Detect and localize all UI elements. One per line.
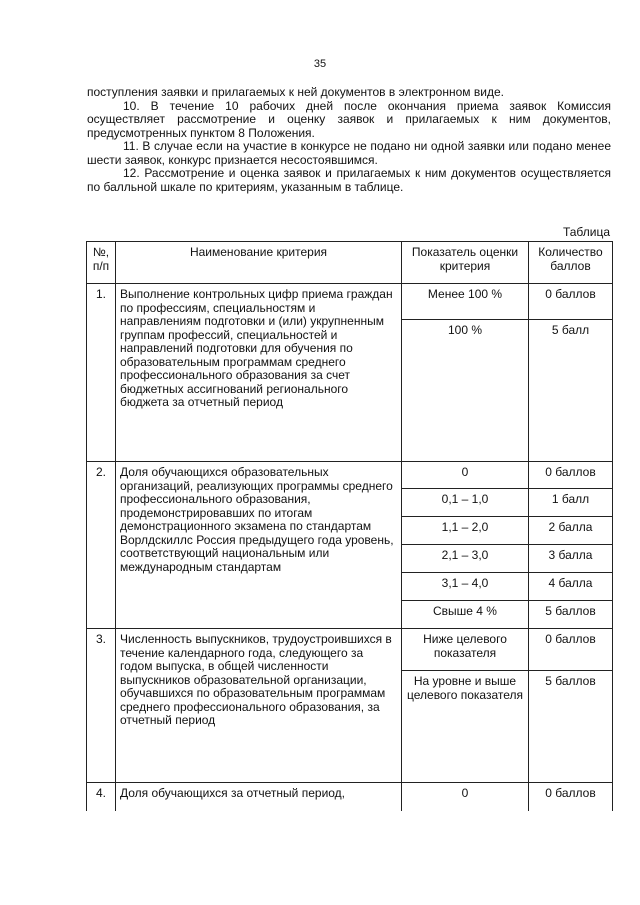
paragraph-10: 10. В течение 10 рабочих дней после окончания приема заявок Комиссия осуществляет рассмотрение и оценку заявок и прилагаемых к ним документов, предусмотренных пунктом 8 Положения.: [87, 98, 611, 140]
criteria-table: [86, 241, 613, 811]
criterion-name: Доля обучающихся за отчетный период,: [116, 783, 402, 811]
body-text: [87, 86, 611, 194]
table-row: [87, 462, 613, 489]
score-indicator: 100 %: [402, 320, 529, 462]
page-number: 35: [313, 58, 327, 70]
score-indicator: Менее 100 %: [402, 284, 529, 320]
header-name: Наименование критерия: [116, 242, 402, 284]
row-number: 2.: [87, 462, 116, 629]
table-row: [87, 284, 613, 320]
score-indicator: 3,1 – 4,0: [402, 573, 529, 601]
score-points: 5 баллов: [529, 601, 613, 629]
paragraph-continuation: поступления заявки и прилагаемых к ней документов в электронном виде.: [87, 85, 504, 99]
score-indicator: На уровне и выше целевого показателя: [402, 671, 529, 783]
score-points: 5 балл: [529, 320, 613, 462]
score-points: 3 балла: [529, 545, 613, 573]
score-indicator: 1,1 – 2,0: [402, 517, 529, 545]
paragraph-11: 11. В случае если на участие в конкурсе не подано ни одной заявки или подано менее шести заявок, конкурс признается несостоявшимся.: [87, 139, 611, 167]
table-row: [87, 783, 613, 811]
header-points: Количество баллов: [529, 242, 613, 284]
score-points: 0 баллов: [529, 284, 613, 320]
score-indicator: 0,1 – 1,0: [402, 489, 529, 517]
criterion-name: Доля обучающихся образовательных организаций, реализующих программы среднего профессионального образования, продемонстрировавших по итогам демонстрационного экзамена по стандартам Ворлдскиллс Россия предыдущего года уровень, соответствующий национальным или международным стандартам: [116, 462, 402, 629]
score-points: 0 баллов: [529, 629, 613, 671]
score-indicator: Свыше 4 %: [402, 601, 529, 629]
criterion-name: Выполнение контрольных цифр приема граждан по профессиям, специальностям и направлениям подготовки и (или) укрупненным группам профессий, специальностей и направлений подготовки для обучения по образовательным программам среднего профессионального образования за счет бюджетных ассигнований регионального бюджета за отчетный период: [116, 284, 402, 462]
score-points: 4 балла: [529, 573, 613, 601]
row-number: 3.: [87, 629, 116, 783]
row-number: 4.: [87, 783, 116, 811]
header-indicator: Показатель оценки критерия: [402, 242, 529, 284]
table-header-row: [87, 242, 613, 284]
score-points: 1 балл: [529, 489, 613, 517]
score-indicator: 0: [402, 783, 529, 811]
score-points: 5 баллов: [529, 671, 613, 783]
paragraph-12: 12. Рассмотрение и оценка заявок и прилагаемых к ним документов осуществляется по балльной шкале по критериям, указанным в таблице.: [87, 166, 611, 194]
score-indicator: Ниже целевого показателя: [402, 629, 529, 671]
row-number: 1.: [87, 284, 116, 462]
score-points: 0 баллов: [529, 783, 613, 811]
header-num: №, п/п: [87, 242, 116, 284]
criterion-name: Численность выпускников, трудоустроившихся в течение календарного года, следующего за годом выпуска, в общей численности выпускников образовательной организации, обучавшихся по образовательным программам среднего профессионального образования, за отчетный период: [116, 629, 402, 783]
table-caption: Таблица: [562, 225, 610, 239]
score-points: 0 баллов: [529, 462, 613, 489]
score-points: 2 балла: [529, 517, 613, 545]
score-indicator: 0: [402, 462, 529, 489]
table-row: [87, 629, 613, 671]
score-indicator: 2,1 – 3,0: [402, 545, 529, 573]
